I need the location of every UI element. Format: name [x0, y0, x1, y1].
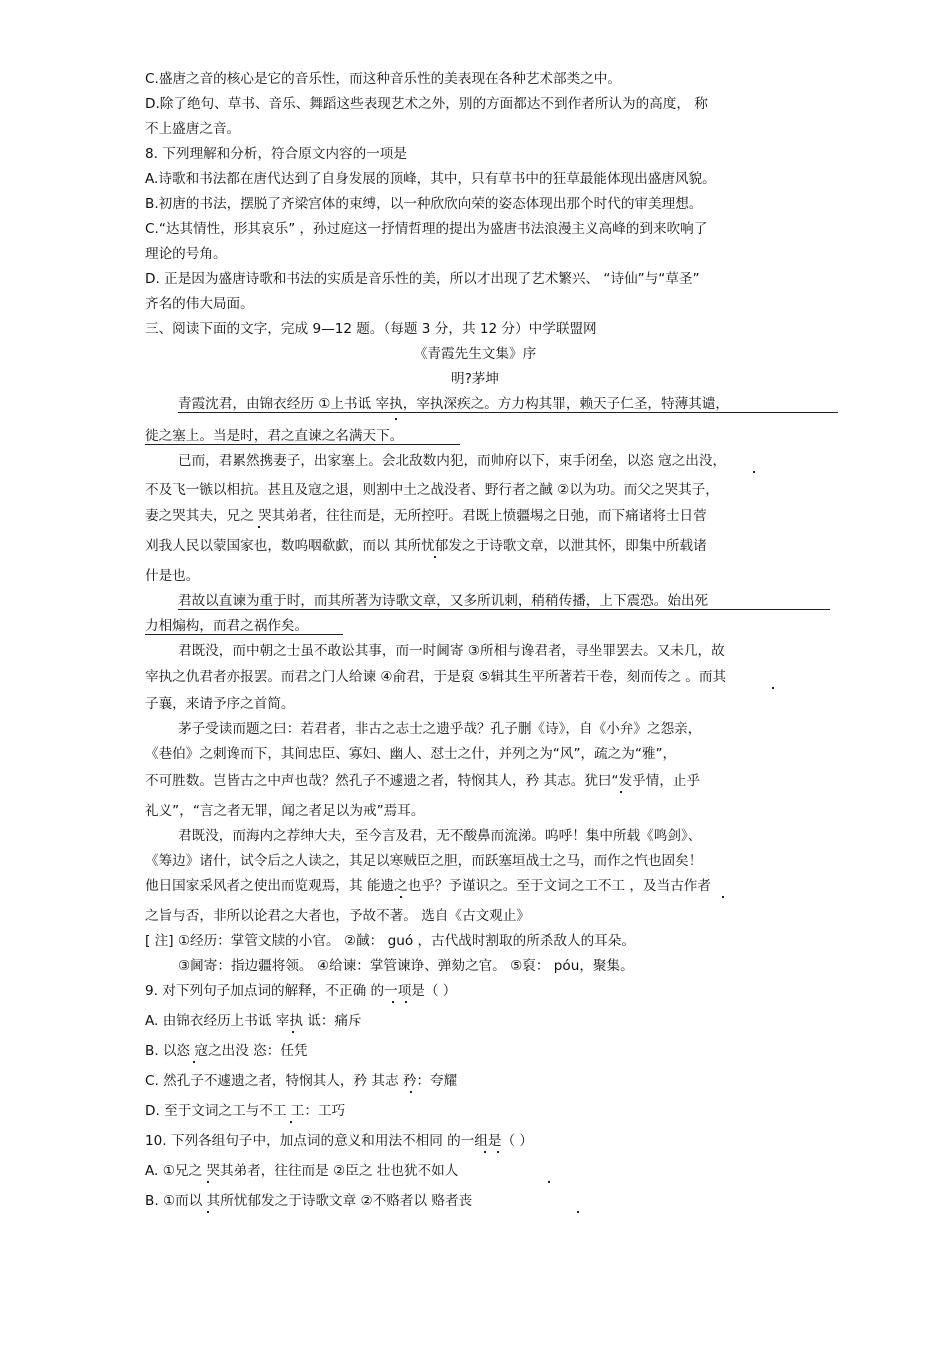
passage-line: 妻之哭其夫，兄之 哭其弟者，往往而是，无所控吁。君既上愤疆埸之日弛，而下痛诸将士日菅	[145, 508, 707, 524]
passage-line: 已而，君累然携妻子，出家塞上。会北敌数内犯，而帅府以下，束手闭垒，以恣 寇之出没，	[178, 453, 727, 469]
q8-option-d: D. 正是因为盛唐诗歌和书法的实质是音乐性的美，所以才出现了艺术繁兴、 “诗仙”与“草圣”	[145, 271, 700, 287]
q8-option-c: C.“达其情性，形其哀乐” ，孙过庭这一抒情哲理的提出为盛唐书法浪漫主义高峰的到来吹响了	[145, 221, 708, 237]
passage-line: 什是也。	[145, 568, 200, 584]
emphasis-dot	[400, 896, 402, 898]
emphasis-dot	[395, 418, 397, 420]
q9-option-a: A. 由锦衣经历上书诋 宰执 诋：痛斥	[145, 1013, 362, 1029]
emphasis-dot	[193, 1061, 195, 1063]
passage-line: 不可胜数。岂皆古之中声也哉？然孔子不遽遗之者，特悯其人，矜 其志。犹曰“发乎情，止乎	[145, 773, 701, 789]
q8-option-a: A.诗歌和书法都在唐代达到了自身发展的顶峰，其中，只有草书中的狂草最能体现出盛唐风貌。	[145, 171, 716, 187]
question-8-stem: 8. 下列理解和分析，符合原文内容的一项是	[145, 146, 407, 162]
q9-option-d: D. 至于文词之工与不工 工：工巧	[145, 1103, 346, 1119]
passage-author: 明?茅坤	[451, 371, 499, 387]
emphasis-dot	[410, 1091, 412, 1093]
emphasis-dot	[290, 1121, 292, 1123]
footnote-line: ③阃寄：指边疆将领。 ④给谏：掌管谏诤、弹劾之官。 ⑤裒： póu，聚集。	[178, 958, 634, 974]
emphasis-dot	[577, 1211, 579, 1213]
passage-line: 子襄，来请予序之首简。	[145, 696, 295, 712]
passage-line: 刈我人民以蒙国家也，数呜咽欷歔，而以 其所忧郁发之于诗歌文章，以泄其怀，即集中所载诸	[145, 538, 707, 554]
passage-line: 茅子受读而题之曰：若君者，非古之志士之遗乎哉？孔子删《诗》，自《小弁》之怨亲，	[178, 721, 702, 737]
footnote-line: [ 注] ①经历：掌管文牍的小官。 ②馘： guó ，古代战时割取的所杀敌人的耳朵。	[145, 933, 635, 949]
passage-line: 《巷伯》之刺谗而下，其间忠臣、寡妇、幽人、怼士之什，并列之为“风”，疏之为“雅”，	[145, 746, 677, 762]
underline	[145, 634, 343, 635]
question-10-stem: 10. 下列各组句子中，加点词的意义和用法不相同 的一组是（ ）	[145, 1133, 534, 1149]
option-c-line: C.盛唐之音的核心是它的音乐性，而这种音乐性的美表现在各种艺术部类之中。	[145, 71, 621, 87]
passage-line: 君故以直谏为重于时，而其所著为诗歌文章，又多所讥刺，稍稍传播，上下震恐。始出死	[178, 593, 709, 609]
q10-option-a: A. ①兄之 哭其弟者，往往而是 ②臣之 壮也犹不如人	[145, 1163, 459, 1179]
passage-line: 徙之塞上。当是时，君之直谏之名满天下。	[145, 428, 404, 444]
emphasis-dot	[548, 1181, 550, 1183]
passage-line: 礼义”，“言之者无罪，闻之者足以为戒”焉耳。	[145, 803, 425, 819]
emphasis-dot	[753, 471, 755, 473]
emphasis-dot	[620, 791, 622, 793]
emphasis-dot	[207, 1211, 209, 1213]
passage-line: 青霞沈君，由锦衣经历 ①上书诋 宰执，宰执深疾之。方力构其罪，赖天子仁圣，特薄其谴，	[178, 396, 729, 412]
emphasis-dot	[434, 556, 436, 558]
question-9-stem: 9. 对下列句子加点词的解释，不正确 的一项是（ ）	[145, 983, 457, 999]
q9-option-c: C. 然孔子不遽遗之者，特悯其人，矜 其志 矜：夸耀	[145, 1073, 458, 1089]
underline	[178, 412, 838, 413]
emphasis-dot	[405, 1001, 407, 1003]
passage-line: 他日国家采风者之使出而览观焉，其 能遗之也乎？予谨识之。至于文词之工不工 ，及当古作者	[145, 878, 711, 894]
emphasis-dot	[258, 526, 260, 528]
emphasis-dot	[292, 1031, 294, 1033]
q8-option-c-cont: 理论的号角。	[145, 246, 227, 262]
emphasis-dot	[392, 1001, 394, 1003]
emphasis-dot	[207, 1181, 209, 1183]
underline	[145, 444, 460, 445]
passage-line: 力相煽构，而君之祸作矣。	[145, 618, 309, 634]
q8-option-b: B.初唐的书法，摆脱了齐梁宫体的束缚，以一种欣欣向荣的姿态体现出那个时代的审美理想。	[145, 196, 703, 212]
passage-line: 君既没，而海内之荐绅大夫，至今言及君，无不酸鼻而流涕。呜呼！集中所载《鸣剑》、	[178, 828, 702, 844]
emphasis-dot	[497, 1151, 499, 1153]
emphasis-dot	[772, 687, 774, 689]
emphasis-dot	[722, 896, 724, 898]
passage-line: 宰执之仇君者亦报罢。而君之门人给谏 ④俞君，于是裒 ⑤辑其生平所著若干卷，刻而传之 。而其	[145, 669, 727, 685]
option-d-line-cont: 不上盛唐之音。	[145, 121, 241, 137]
underline	[178, 609, 830, 610]
option-d-line: D.除了绝句、草书、音乐、舞蹈这些表现艺术之外，别的方面都达不到作者所认为的高度， 称	[145, 96, 708, 112]
passage-line: 君既没，而中朝之士虽不敢讼其事，而一时阃寄 ③所相与谗君者，寻坐罪罢去。又未几，故	[178, 643, 725, 659]
q10-option-b: B. ①而以 其所忧郁发之于诗歌文章 ②不赂者以 赂者丧	[145, 1193, 473, 1209]
passage-line-source: 之旨与否，非所以论君之大者也，予故不著。 选自《古文观止》	[145, 908, 530, 924]
section-three-heading: 三、阅读下面的文字，完成 9—12 题。（每题 3 分，共 12 分）中学联盟网	[145, 321, 597, 337]
emphasis-dot	[484, 1151, 486, 1153]
passage-line: 不及飞一镞以相抗。甚且及寇之退，则割中土之战没者、野行者之馘 ②以为功。而父之哭其子，	[145, 482, 719, 498]
q9-option-b: B. 以恣 寇之出没 恣：任凭	[145, 1043, 308, 1059]
passage-line: 《筹边》诸什，试令后之人读之，其足以寒贼臣之胆，而跃塞垣战士之马，而作之忾也固矣！	[145, 853, 703, 869]
passage-title: 《青霞先生文集》序	[413, 346, 537, 362]
q8-option-d-cont: 齐名的伟大局面。	[145, 296, 254, 312]
